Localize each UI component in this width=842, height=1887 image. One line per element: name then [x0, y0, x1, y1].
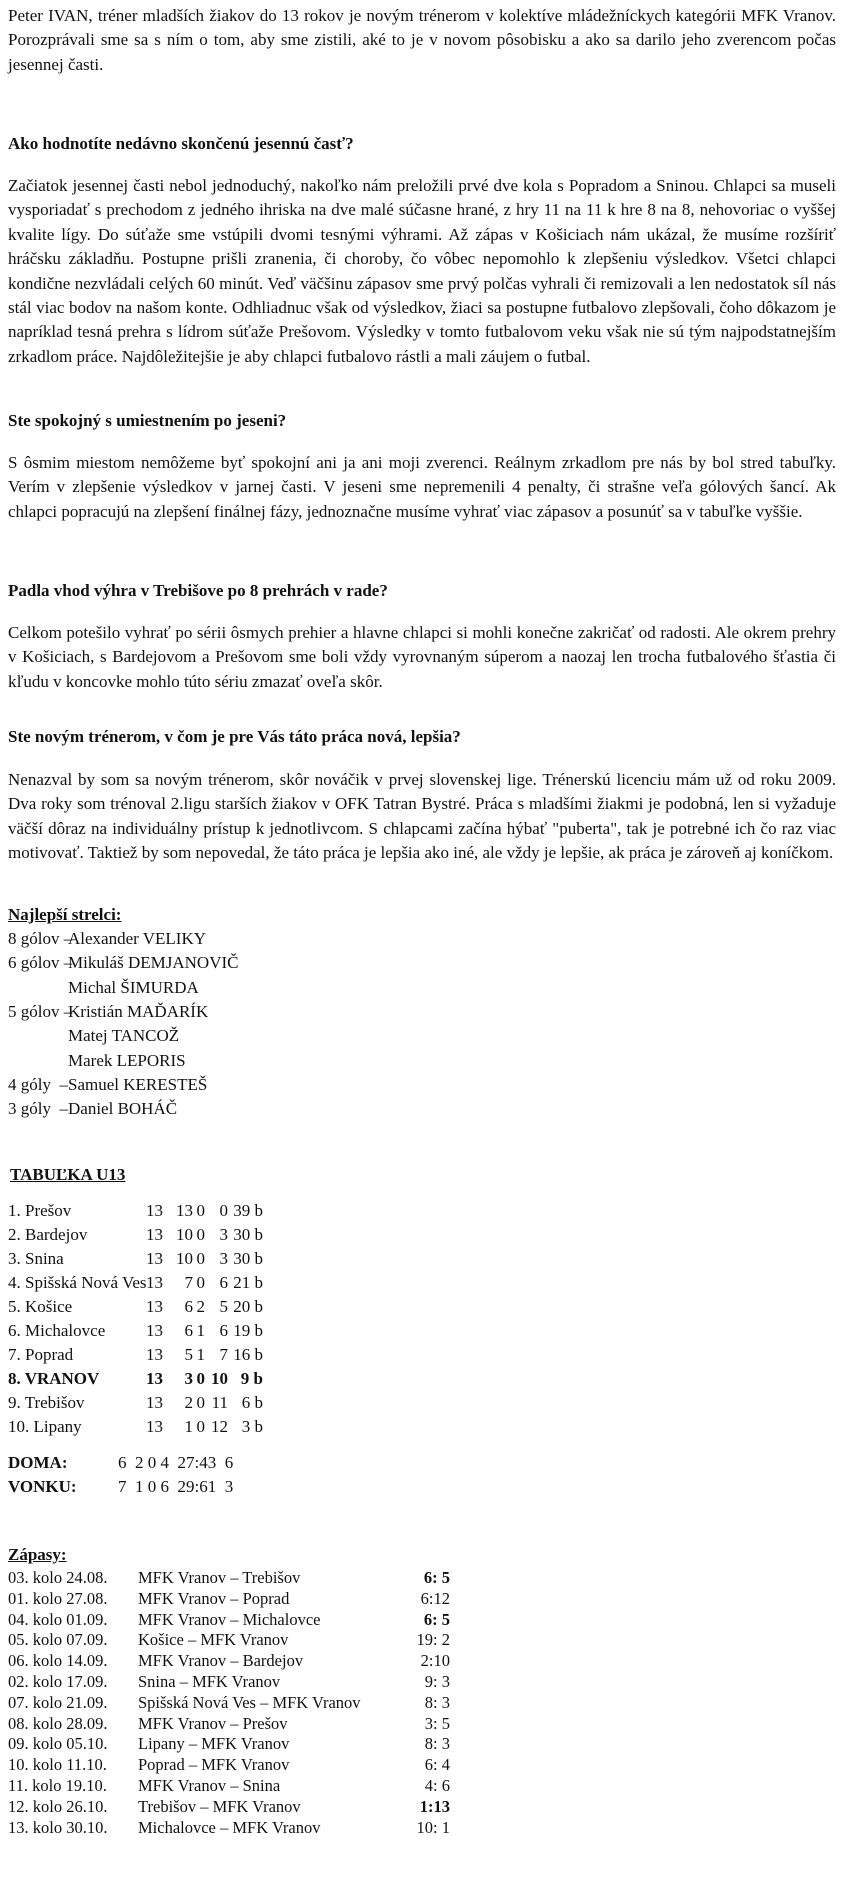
points: 3 b	[241, 1417, 263, 1436]
wins: 13	[176, 1201, 193, 1220]
match-row	[8, 1733, 508, 1754]
team-name: 8. VRANOV	[8, 1369, 100, 1388]
match-round: 09. kolo 05.10.	[8, 1734, 108, 1754]
scorers-section	[8, 903, 836, 1121]
draws: 0	[196, 1225, 205, 1244]
played: 13	[146, 1297, 163, 1316]
match-round: 06. kolo 14.09.	[8, 1651, 108, 1671]
draws: 0	[196, 1201, 205, 1220]
matches-title: Zápasy:	[8, 1545, 67, 1564]
match-round: 11. kolo 19.10.	[8, 1776, 107, 1795]
points: 6 b	[241, 1393, 263, 1412]
match-teams: MFK Vranov – Snina	[138, 1776, 281, 1795]
team-name: 7. Poprad	[8, 1345, 74, 1364]
scorer-name: Samuel KERESTEŠ	[68, 1074, 208, 1094]
match-row	[8, 1650, 508, 1671]
match-score: 4: 6	[424, 1776, 450, 1795]
draws: 0	[196, 1417, 205, 1436]
match-score: 1:13	[419, 1796, 450, 1816]
losses: 11	[211, 1393, 228, 1412]
answer-3: Celkom potešilo vyhrať po sérii ôsmych prehier a hlavne chlapci si mohli konečne zakričať od radosti. Ale okrem prehry v Košiciach, s Bardejovom a Prešovom sme boli vždy vyrovnaným súperom a naozaj len trocha futbalového šťastia či kľudu v koncovke mohlo túto sériu zmazať oveľa skôr.	[8, 623, 836, 691]
played: 13	[146, 1273, 163, 1292]
match-round: 01. kolo 27.08.	[8, 1588, 108, 1608]
draws: 0	[196, 1249, 205, 1268]
match-score: 2:10	[420, 1651, 450, 1671]
wins: 3	[184, 1369, 193, 1388]
draws: 0	[196, 1369, 205, 1388]
match-round: 12. kolo 26.10.	[8, 1796, 108, 1816]
match-round: 10. kolo 11.10.	[8, 1755, 107, 1775]
match-teams: MFK Vranov – Bardejov	[138, 1651, 304, 1671]
match-teams: Košice – MFK Vranov	[138, 1630, 289, 1650]
losses: 3	[219, 1225, 228, 1244]
home-values: 6 2 0 4 27:43 6	[118, 1453, 234, 1472]
home-away-summary	[8, 1451, 836, 1499]
intro-paragraph: Peter IVAN, tréner mladších žiakov do 13 rokov je novým trénerom v kolektíve mládežníckych kategórii MFK Vranov. Porozprávali sme sa s ním o tom, aby sme zistili, aké to je v novom pôsobisku a ako sa darilo jeho zverencom počas jesennej časti.	[8, 6, 836, 74]
match-row	[8, 1671, 508, 1692]
match-teams: Spišská Nová Ves – MFK Vranov	[138, 1692, 361, 1712]
matches-section	[8, 1543, 836, 1887]
match-score: 9: 3	[424, 1672, 450, 1691]
scorer-name: Marek LEPORIS	[68, 1050, 186, 1070]
scorer-name: Kristián MAĎARÍK	[68, 1001, 209, 1021]
match-row	[8, 1796, 508, 1817]
match-round: 07. kolo 21.09.	[8, 1692, 108, 1712]
home-label: DOMA:	[8, 1453, 68, 1472]
losses: 5	[219, 1297, 228, 1316]
played: 13	[146, 1225, 163, 1244]
team-name: 2. Bardejov	[8, 1225, 88, 1244]
table-row	[8, 1199, 408, 1223]
table-row	[8, 1295, 408, 1319]
team-name: 4. Spišská Nová Ves	[8, 1273, 147, 1292]
played: 13	[146, 1417, 163, 1436]
match-row	[8, 1629, 508, 1650]
team-name: 6. Michalovce	[8, 1321, 106, 1340]
league-table-title: TABUĽKA U13	[10, 1165, 126, 1184]
match-teams: MFK Vranov – Prešov	[138, 1713, 288, 1733]
away-label: VONKU:	[8, 1477, 77, 1496]
match-teams: Trebišov – MFK Vranov	[138, 1796, 301, 1816]
played: 13	[146, 1393, 163, 1412]
losses: 10	[211, 1369, 228, 1388]
losses: 3	[219, 1249, 228, 1268]
wins: 6	[184, 1297, 193, 1316]
team-name: 1. Prešov	[8, 1201, 72, 1220]
table-row	[8, 1343, 408, 1367]
match-row	[8, 1567, 508, 1588]
match-score: 10: 1	[416, 1817, 450, 1837]
question-4: Ste novým trénerom, v čom je pre Vás táto práca nová, lepšia?	[8, 727, 461, 746]
played: 13	[146, 1369, 163, 1388]
match-round: 02. kolo 17.09.	[8, 1672, 108, 1691]
match-round: 08. kolo 28.09.	[8, 1713, 108, 1733]
match-score: 6: 5	[423, 1609, 450, 1629]
wins: 2	[184, 1393, 193, 1412]
question-3: Padla vhod výhra v Trebišove po 8 prehrách v rade?	[8, 581, 388, 600]
answer-4: Nenazval by som sa novým trénerom, skôr nováčik v prvej slovenskej lige. Trénerskú licenciu mám už od roku 2009. Dva roky som trénoval 2.ligu starších žiakov v OFK Tatran Bystré. Práca s mladšími žiakmi je podobná, len si vyžaduje väčší dôraz na individuálny prístup k jednotlivcom. S chlapcami začína hýbať "puberta", tak je potrebné ich čo raz viac motivovať. Taktiež by som nepovedal, že táto práca je lepšia ako iné, ale vždy je lepšie, ak práca je zároveň aj koníčkom.	[8, 770, 836, 863]
match-score: 19: 2	[416, 1630, 450, 1650]
wins: 10	[176, 1249, 193, 1268]
scorer-name: Alexander VELIKY	[68, 929, 207, 948]
table-row	[8, 1367, 408, 1391]
league-table-section	[8, 1163, 836, 1499]
scorer-goals: 6 gólov –	[8, 953, 73, 973]
matches-list	[8, 1567, 836, 1887]
match-row	[8, 1817, 508, 1838]
match-row	[8, 1713, 508, 1734]
match-teams: Snina – MFK Vranov	[138, 1672, 281, 1691]
match-row	[8, 1692, 508, 1713]
match-score: 6:12	[420, 1588, 450, 1608]
wins: 7	[184, 1273, 193, 1292]
draws: 1	[196, 1345, 205, 1364]
match-score: 8: 3	[424, 1692, 450, 1712]
match-teams: MFK Vranov – Trebišov	[138, 1568, 301, 1587]
table-row	[8, 1223, 408, 1247]
scorers-title: Najlepší strelci:	[8, 905, 122, 924]
match-teams: Poprad – MFK Vranov	[138, 1755, 290, 1775]
points: 16 b	[233, 1345, 263, 1364]
points: 39 b	[233, 1201, 263, 1220]
match-score: 6: 4	[424, 1755, 450, 1775]
losses: 7	[219, 1345, 228, 1364]
scorer-name: Matej TANCOŽ	[68, 1026, 180, 1046]
points: 30 b	[233, 1225, 263, 1244]
table-row	[8, 1271, 408, 1295]
losses: 6	[219, 1273, 228, 1292]
table-row	[8, 1391, 408, 1415]
match-round: 04. kolo 01.09.	[8, 1609, 108, 1629]
match-teams: Michalovce – MFK Vranov	[138, 1817, 321, 1837]
question-1: Ako hodnotíte nedávno skončenú jesennú časť?	[8, 134, 354, 153]
match-score: 8: 3	[424, 1734, 450, 1754]
losses: 0	[219, 1201, 228, 1220]
match-row	[8, 1754, 508, 1775]
wins: 5	[184, 1345, 193, 1364]
points: 9 b	[240, 1369, 263, 1388]
draws: 0	[196, 1393, 205, 1412]
team-name: 3. Snina	[8, 1249, 64, 1268]
table-row	[8, 1415, 408, 1439]
match-row	[8, 1775, 508, 1796]
team-name: 5. Košice	[8, 1297, 73, 1316]
scorers-list	[8, 927, 836, 1121]
draws: 2	[196, 1297, 205, 1316]
league-table	[8, 1199, 836, 1439]
match-score: 3: 5	[424, 1713, 450, 1733]
answer-1: Začiatok jesennej časti nebol jednoduchý, nakoľko nám preložili prvé dve kola s Popradom a Sninou. Chlapci sa museli vysporiadať s prechodom z jedného ihriska na dve malé súčasne hrané, z hry 11 na 11 k hre 8 na 8, nehovoriac o vyššej kvalite lígy. Do súťaže sme vstúpili dvomi tesnými výhrami. Až zápas v Košiciach nám ukázal, že musíme rozšíriť hráčsku základňu. Postupne prišli zranenia, či choroby, čo vôbec nepomohlo k zlepšeniu výsledkov. Všetci chlapci kondične nezvládali celých 60 minút. Veď väčšinu zápasov sme prvý polčas vyhrali či remizovali a len nedostatok síl nás stál viac bodov na našom konte. Odhliadnuc však od výsledkov, žiaci sa postupne futbalovo zlepšovali, čoho dôkazom je napríklad tesná prehra s lídrom súťaže Prešovom. Výsledky v tomto futbalovom veku však nie sú tým najpodstatnejším zrkadlom práce. Najdôležitejšie je aby chlapci futbalovo rástli a mali záujem o futbal.	[8, 176, 836, 366]
scorer-name: Michal ŠIMURDA	[68, 977, 199, 997]
scorer-goals: 8 gólov –	[8, 929, 73, 948]
scorer-name: Daniel BOHÁČ	[68, 1099, 178, 1119]
draws: 0	[196, 1273, 205, 1292]
played: 13	[146, 1345, 163, 1364]
wins: 1	[184, 1417, 193, 1436]
match-score: 6: 5	[423, 1568, 450, 1587]
played: 13	[146, 1249, 163, 1268]
points: 19 b	[233, 1321, 263, 1340]
match-teams: MFK Vranov – Michalovce	[138, 1609, 321, 1629]
team-name: 10. Lipany	[8, 1417, 82, 1436]
scorer-goals: 5 gólov –	[8, 1001, 73, 1021]
played: 13	[146, 1321, 163, 1340]
table-row	[8, 1247, 408, 1271]
match-round: 05. kolo 07.09.	[8, 1630, 108, 1650]
scorer-goals: 3 góly –	[8, 1099, 68, 1119]
wins: 6	[184, 1321, 193, 1340]
points: 20 b	[233, 1297, 263, 1316]
match-teams: MFK Vranov – Poprad	[138, 1588, 290, 1608]
match-row	[8, 1609, 508, 1630]
scorer-name: Mikuláš DEMJANOVIČ	[68, 953, 239, 973]
team-name: 9. Trebišov	[8, 1393, 85, 1412]
match-round: 13. kolo 30.10.	[8, 1817, 108, 1837]
question-2: Ste spokojný s umiestnením po jeseni?	[8, 411, 287, 430]
losses: 6	[219, 1321, 228, 1340]
match-row	[8, 1588, 508, 1609]
answer-2: S ôsmim miestom nemôžeme byť spokojní ani ja ani moji zverenci. Reálnym zrkadlom pre nás by bol stred tabuľky. Verím v zlepšenie výsledkov v jarnej časti. V jeseni sme nepremenili 4 penalty, či strašne veľa gólových šancí. Ak chlapci popracujú na zlepšení finálnej fázy, jednoznačne musíme vyhrať viac zápasov a posunúť sa v tabuľke vyššie.	[8, 453, 836, 521]
points: 30 b	[233, 1249, 263, 1268]
scorer-goals: 4 góly –	[8, 1074, 68, 1094]
match-teams: Lipany – MFK Vranov	[138, 1734, 290, 1754]
away-values: 7 1 0 6 29:61 3	[118, 1477, 234, 1496]
match-round: 03. kolo 24.08.	[8, 1568, 108, 1587]
losses: 12	[211, 1417, 228, 1436]
table-row	[8, 1319, 408, 1343]
played: 13	[146, 1201, 163, 1220]
wins: 10	[176, 1225, 193, 1244]
points: 21 b	[233, 1273, 263, 1292]
draws: 1	[196, 1321, 205, 1340]
